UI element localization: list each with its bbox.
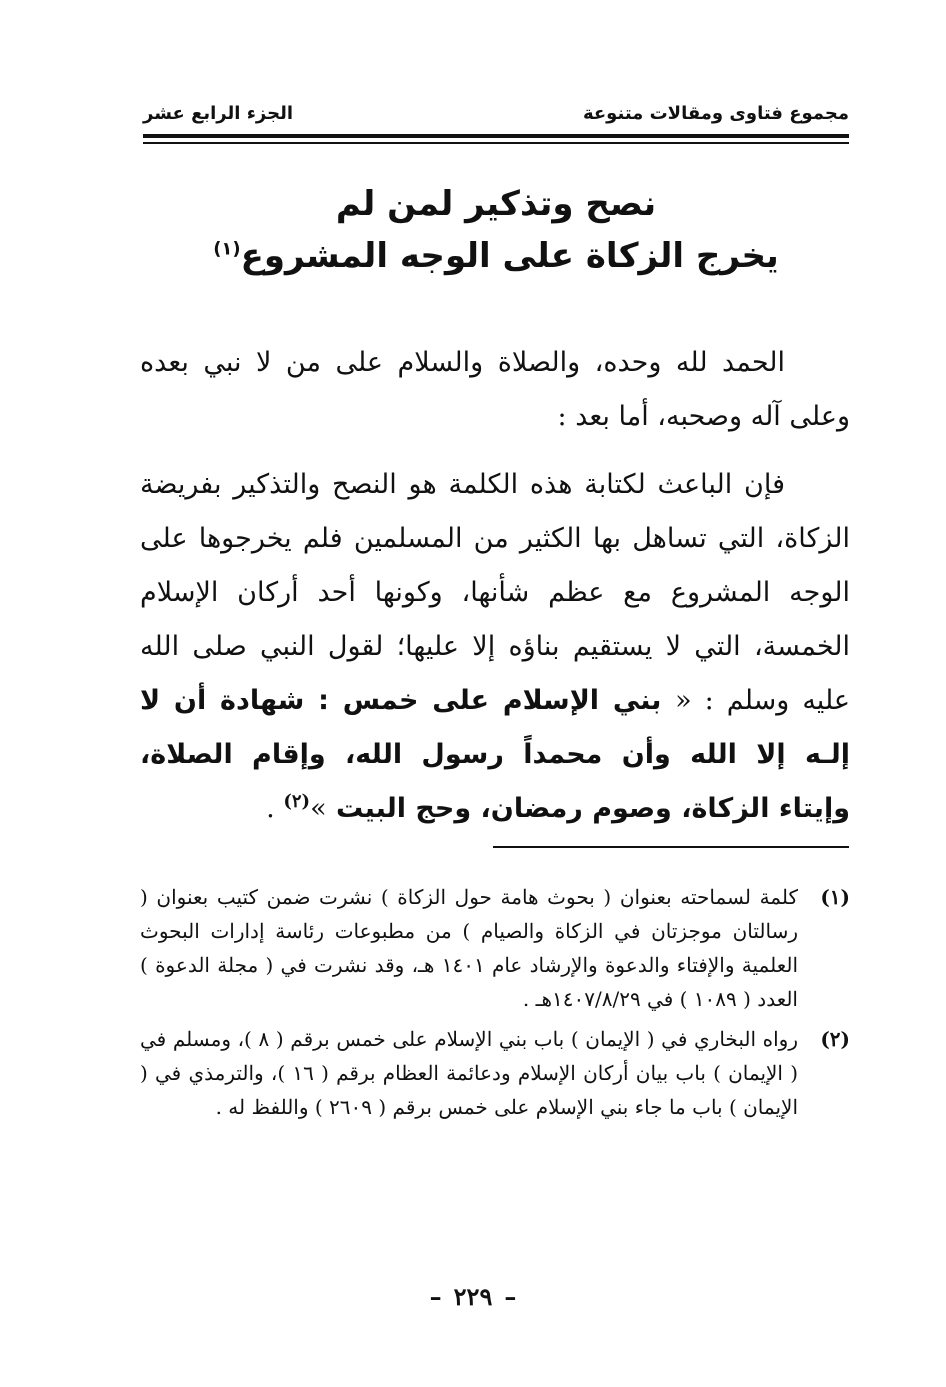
paragraph-2 [140,458,850,836]
header-rule-thick [143,134,849,138]
paragraph-2-end: . [266,793,284,824]
paragraph-2-intro: فإن الباعث لكتابة هذه الكلمة هو النصح والتذكير بفريضة الزكاة، التي تساهل بها الكثير من المسلمين فلم يخرجوها على الوجه المشروع مع عظم شأنها، وكونها أحد أركان الإسلام الخمسة، التي لا يستقيم بناؤه إلا عليها؛ لقول النبي صلى الله عليه وسلم : « [140,469,850,716]
running-header [143,94,849,124]
article-title [143,178,849,282]
footnote-text: كلمة لسماحته بعنوان ( بحوث هامة حول الزكاة ) نشرت ضمن كتيب بعنوان ( رسالتان موجزتان في الزكاة والصيام ) من مطبوعات رئاسة إدارات البحوث العلمية والإفتاء والدعوة والإرشاد عام ١٤٠١ هـ، وقد نشرت في ( مجلة الدعوة ) العدد ( ١٠٨٩ ) في ١٤٠٧/٨/٢٩هـ . [140,885,798,1011]
body-text [140,336,850,850]
volume-label: الجزء الرابع عشر [143,103,293,124]
title-line-2-text: يخرج الزكاة على الوجه المشروع [240,236,779,276]
footnotes [140,880,850,1130]
title-footnote-ref: (١) [213,238,241,260]
paragraph-1: الحمد لله وحده، والصلاة والسلام على من لا نبي بعده وعلى آله وصحبه، أما بعد : [140,347,850,432]
book-title: مجموع فتاوى ومقالات متنوعة [582,103,849,124]
body-footnote-ref: (٢) [283,791,311,812]
page-number: –٢٢٩– [429,1282,517,1311]
footnote-text: رواه البخاري في ( الإيمان ) باب بني الإسلام على خمس برقم ( ٨ )، ومسلم في ( الإيمان ) باب بيان أركان الإسلام ودعائمة العظام برقم ( ١٦ )، والترمذي في ( الإيمان ) باب ما جاء بني الإسلام على خمس برقم ( ٢٦٠٩ ) واللفظ له . [140,1027,798,1119]
footnote-2 [140,1022,850,1124]
footnote-number: (١) [820,885,850,909]
page-number-value: ٢٢٩ [453,1282,493,1311]
title-line-1: نصح وتذكير لمن لم [335,184,657,224]
footnote-number: (٢) [820,1027,850,1051]
title-line-2 [143,230,849,282]
footnote-1 [140,880,850,1016]
footnote-separator [493,846,849,848]
header-rule-thin [143,142,849,144]
hadith-quote: بني الإسلام على خمس : شهادة أن لا إلـه إلا الله وأن محمداً رسول الله، وإقام الصلاة، وإيتاء الزكاة، وصوم رمضان، وحج البيت [140,685,850,824]
quote-close: » [310,793,327,824]
